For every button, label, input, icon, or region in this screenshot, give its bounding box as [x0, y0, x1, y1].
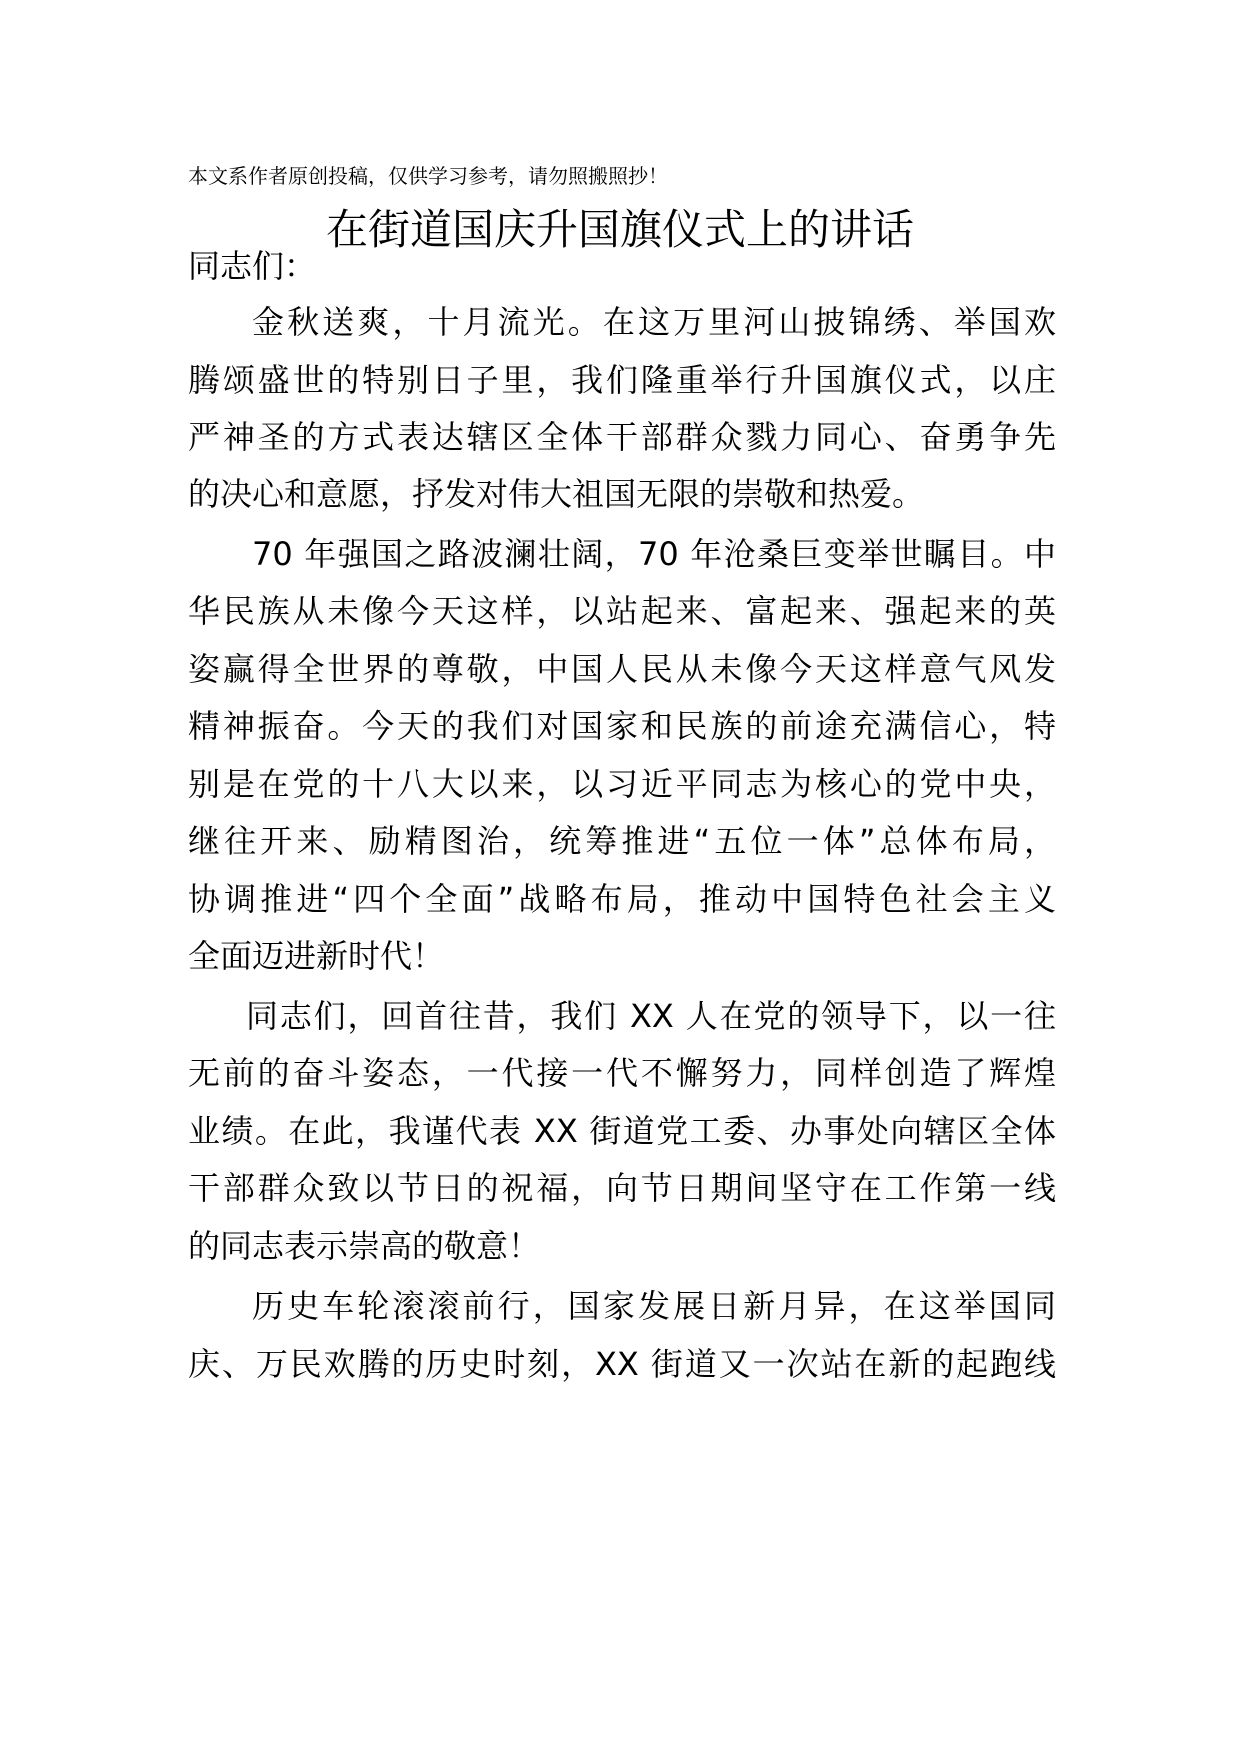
- paragraph-line: 别是在党的十八大以来，以习近平同志为核心的党中央，: [188, 765, 1056, 803]
- salutation: 同志们：: [188, 247, 317, 285]
- paragraph-line: 金秋送爽，十月流光。在这万里河山披锦绣、举国欢: [252, 303, 1056, 341]
- paragraph-line: 严神圣的方式表达辖区全体干部群众戮力同心、奋勇争先: [188, 418, 1056, 456]
- paragraph-line: 全面迈进新时代！: [188, 937, 445, 975]
- copyright-notice: 本文系作者原创投稿，仅供学习参考，请勿照搬照抄！: [188, 164, 668, 188]
- paragraph-line: 的同志表示崇高的敬意！: [188, 1227, 541, 1265]
- paragraph-line: 业绩。在此，我谨代表 XX 街道党工委、办事处向辖区全体: [188, 1112, 1056, 1150]
- paragraph-line: 历史车轮滚滚前行，国家发展日新月异，在这举国同: [252, 1287, 1056, 1325]
- paragraph-line: 庆、万民欢腾的历史时刻，XX 街道又一次站在新的起跑线: [188, 1345, 1056, 1383]
- paragraph-line: 协调推进“四个全面”战略布局，推动中国特色社会主义: [188, 880, 1056, 918]
- paragraph-line: 华民族从未像今天这样，以站起来、富起来、强起来的英: [188, 592, 1056, 630]
- paragraph-line: 腾颂盛世的特别日子里，我们隆重举行升国旗仪式，以庄: [188, 361, 1056, 399]
- paragraph-line: 70 年强国之路波澜壮阔，70 年沧桑巨变举世瞩目。中: [252, 535, 1056, 573]
- paragraph-line: 精神振奋。今天的我们对国家和民族的前途充满信心，特: [188, 707, 1056, 745]
- paragraph-line: 继往开来、励精图治，统筹推进“五位一体”总体布局，: [188, 822, 1056, 860]
- paragraph-line: 姿赢得全世界的尊敬，中国人民从未像今天这样意气风发: [188, 650, 1056, 688]
- paragraph-line: 无前的奋斗姿态，一代接一代不懈努力，同样创造了辉煌: [188, 1054, 1056, 1092]
- paragraph-line: 的决心和意愿，抒发对伟大祖国无限的崇敬和热爱。: [188, 475, 925, 513]
- page-title: 在街道国庆升国旗仪式上的讲话: [325, 205, 914, 254]
- paragraph-line: 同志们，回首往昔，我们 XX 人在党的领导下，以一往: [246, 997, 1056, 1035]
- paragraph-line: 干部群众致以节日的祝福，向节日期间坚守在工作第一线: [188, 1169, 1056, 1207]
